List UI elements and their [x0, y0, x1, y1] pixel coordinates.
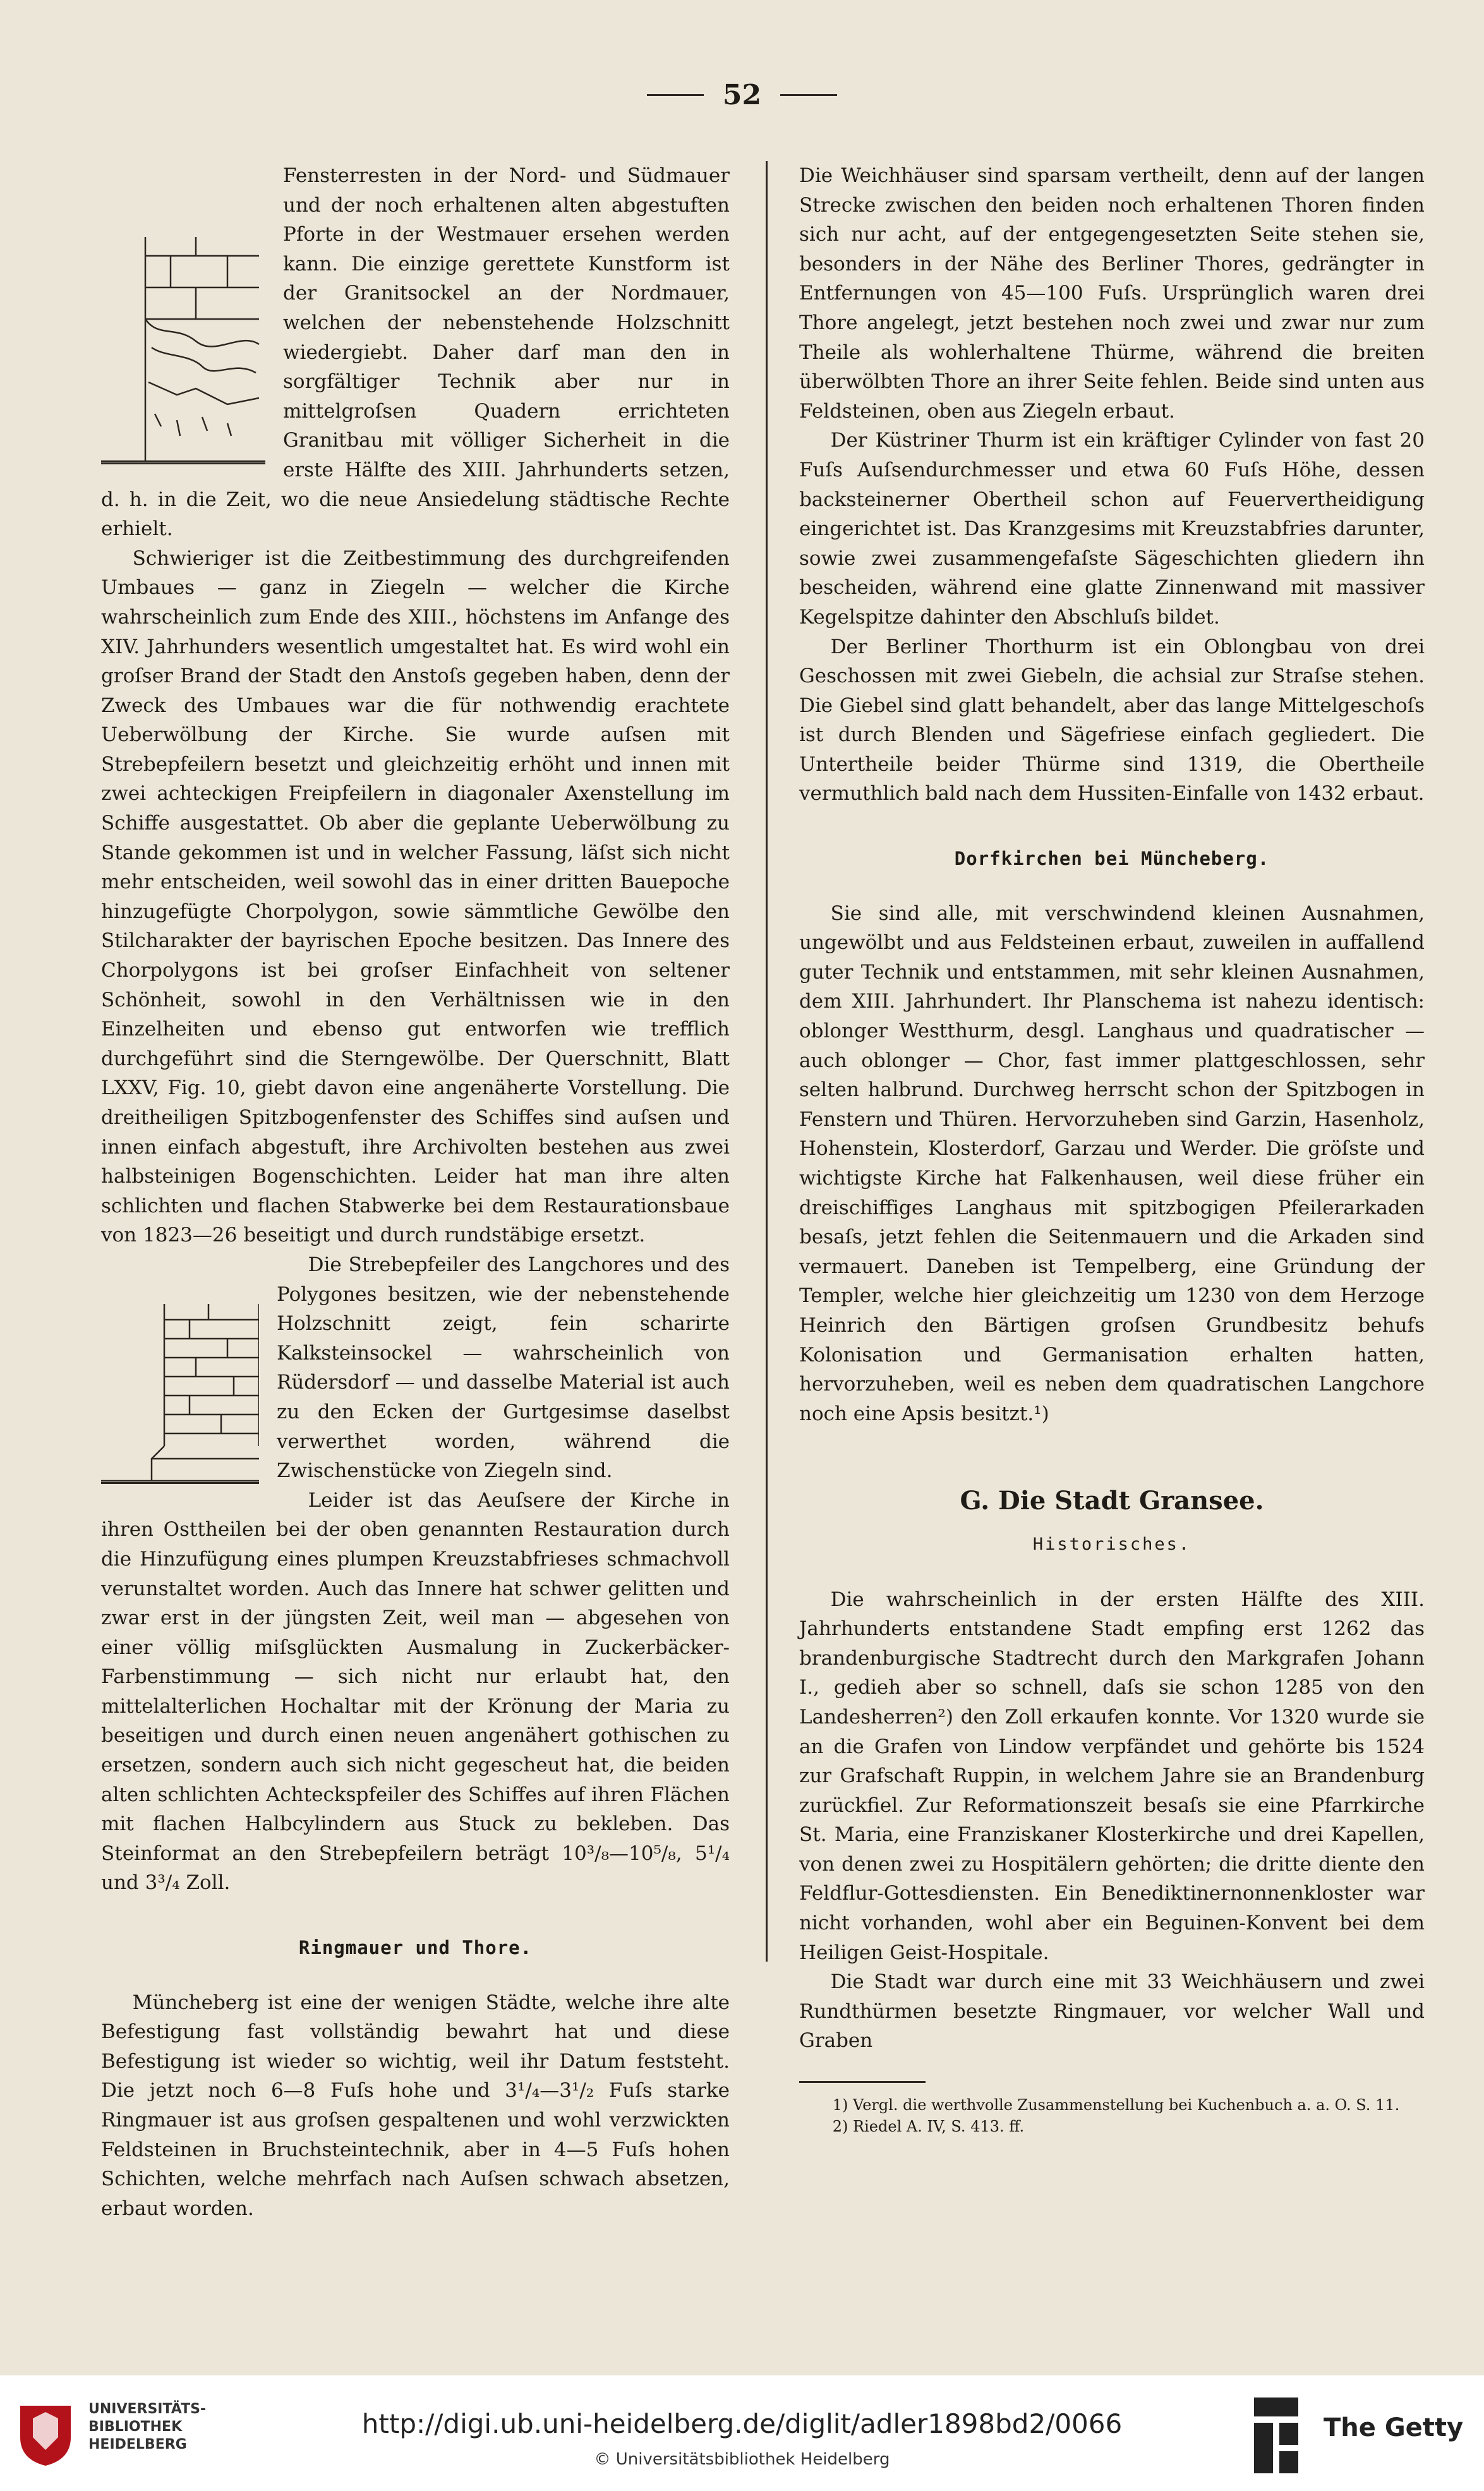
section-title: G. Die Stadt Gransee. — [960, 1486, 1264, 1516]
section-subtitle: Historisches. — [1032, 1534, 1191, 1554]
paragraph: Die wahrscheinlich in der ersten Hälfte des XIII. Jahrhunderts entstandene Stadt empfing erst 1262 das brandenburgische Stadtrecht durch den Markgrafen Johann I., gedieh aber so schnell, daſs sie schon 1285 von den Landesherren²) den Zoll erkaufen konnte. Vor 1320 wurde sie an die Grafen von Lindow verpfändet und gehörte bis 1524 zur Grafschaft Ruppin, in welchem Jahre sie an Brandenburg zurückfiel. Zur Reformationszeit besaſs sie eine Pfarrkirche St. Maria, eine Franziskaner Klosterkirche und drei Kapellen, von denen zwei zu Hospitälern gehörten; die dritte diente den Feldflur-Gottesdiensten. Ein Benediktinernonnenkloster war nicht vorhanden, wohl aber ein Beguinen-Konvent bei dem Heiligen Geist-Hospitale. — [799, 1588, 1425, 1964]
paragraph: Die Strebepfeiler des Langchores und des Polygones besitzen, wie der nebenstehende Holzschnitt zeigt, fein scharirte Kalksteinsockel — wahrscheinlich von Rüdersdorf — und dasselbe Material ist auch zu den Ecken der Gurtgesimse daselbst verwerthet worden, während die Zwischenstücke von Ziegeln sind. — [277, 1253, 730, 1483]
column-divider — [766, 161, 768, 1962]
right-column — [799, 161, 1425, 2137]
paragraph: Die Stadt war durch eine mit 33 Weichhäusern und zwei Rundthürmen besetzte Ringmauer, vor welcher Wall und Graben — [799, 1970, 1425, 2053]
paragraph: Schwieriger ist die Zeitbestimmung des durchgreifenden Umbaues — ganz in Ziegeln — welcher die Kirche wahrscheinlich zum Ende des XIII., höchstens im Anfange des XIV. Jahrhunders wesentlich umgestaltet hat. Es wird wohl ein groſser Brand der Stadt den Anstoſs gegeben haben, denn der Zweck des Umbaues war die für nothwendig erachtete Ueberwölbung der Kirche. Sie wurde auſsen mit Strebepfeilern besetzt und gleichzeitig erhöht und innen mit zwei achteckigen Freipfeilern in diagonaler Axenstellung im Schiffe ausgestattet. Ob aber die geplante Ueberwölbung zu Stande gekommen ist und in welcher Fassung, läſst sich nicht mehr entscheiden, weil sowohl das in einer dritten Bauepoche hinzugefügte Chorpolygon, sowie sämmtliche Gewölbe den Stilcharakter der bayrischen Epoche besitzen. Das Innere des Chorpolygons ist bei groſser Einfachheit von seltener Schönheit, sowohl in den Verhältnissen wie in den Einzelheiten und ebenso gut entworfen wie trefflich durchgeführt sind die Sterngewölbe. Der Querschnitt, Blatt LXXV, Fig. 10, giebt davon eine angenäherte Vorstellung. Die dreitheiligen Spitzbogenfenster des Schiffes sind auſsen und innen einfach abgestuft, ihre Archivolten bestehen aus zwei halbsteinigen Bogenschichten. Leider hat man ihre alten schlichten und flachen Stabwerke bei dem Restaurationsbaue von 1823—26 beseitigt und durch rundstäbige ersetzt. — [101, 546, 730, 1247]
paragraph: Fensterresten in der Nord- und Südmauer und der noch erhaltenen alten abgestuften Pforte in der Westmauer ersehen werden kann. Die einzige gerettete Kunstform ist der Granitsockel an der Nordmauer, welchen der nebenstehende Holzschnitt wiedergiebt. Daher darf man den in sorgfältiger Technik aber nur in mittelgroſsen Quadern errichteten Granitbau mit völliger Sicherheit in die erste Hälfte des XIII. Jahrhunderts setzen, d. h. in die Zeit, wo die neue Ansiedelung städtische Rechte erhielt. — [101, 164, 730, 541]
getty-label: The Getty — [1324, 2413, 1464, 2442]
footnote: 2) Riedel A. IV, S. 413. ff. — [832, 2118, 1025, 2136]
paragraph: Der Berliner Thorthurm ist ein Oblongbau von drei Geschossen mit zwei Giebeln, die achsial zur Straſse stehen. Die Giebel sind glatt behandelt, aber das lange Mittelgeschoſs ist durch Blenden und Sägefriese einfach gegliedert. Die Untertheile beider Thürme sind 1319, die Obertheile vermuthlich bald nach dem Hussiten-Einfalle von 1432 erbaut. — [799, 635, 1425, 805]
paragraph: Der Küstriner Thurm ist ein kräftiger Cylinder von fast 20 Fuſs Auſsendurchmesser und etwa 60 Fuſs Höhe, dessen backsteinerner Obertheil schon auf Feuervertheidigung eingerichtet ist. Das Kranzgesims mit Kreuzstabfries darunter, sowie zwei zusammengefaſste Sägeschichten gliedern ihn bescheiden, während eine glatte Zinnenwand mit massiver Kegelspitze dahinter den Abschluſs bildet. — [799, 429, 1425, 629]
footnote-rule — [799, 2081, 926, 2083]
getty-logo-icon — [1251, 2394, 1301, 2476]
page-number: 52 — [722, 79, 762, 111]
permalink[interactable]: http://digi.ub.uni-heidelberg.de/diglit/adler1898bd2/0066 — [361, 2408, 1123, 2439]
subheading-dorfkirchen: Dorfkirchen bei Müncheberg. — [954, 848, 1270, 870]
paragraph: Sie sind alle, mit verschwindend kleinen Ausnahmen, ungewölbt und aus Feldsteinen erbaut, zuweilen in auffallend guter Technik und entstammen, mit sehr kleinen Ausnahmen, dem XIII. Jahrhundert. Ihr Planschema ist nahezu identisch: oblonger Westthurm, desgl. Langhaus und quadratischer — auch oblonger — Chor, fast immer plattgeschlossen, sehr selten halbrund. Durchweg herrscht schon der Spitzbogen in Fenstern und Thüren. Hervorzuheben sind Garzin, Hasenholz, Hohenstein, Klosterdorf, Garzau und Werder. Die gröſste und wichtigste Kirche hat Falkenhausen, weil diese früher ein dreischiffiges Langhaus mit spitzbogigen Pfeilerarkaden besaſs, jetzt fehlen die Seitenmauern und die Arkaden sind vermauert. Daneben ist Tempelberg, eine Gründung der Templer, welche hier gleichzeitig um 1230 von dem Herzoge Heinrich den Bärtigen groſsen Grundbesitz behufs Kolonisation und Germanisation erhalten hatten, hervorzuheben, weil es neben dem quadratischen Langchore noch eine Apsis besitzt.¹) — [799, 902, 1425, 1425]
library-name: UNIVERSITÄTS- BIBLIOTHEK HEIDELBERG — [88, 2401, 207, 2452]
viewer-footer — [0, 2375, 1484, 2491]
page-header — [0, 79, 1484, 111]
left-column — [101, 161, 730, 2223]
paragraph: Die Weichhäuser sind sparsam vertheilt, denn auf der langen Strecke zwischen den beiden noch erhaltenen Thoren finden sich nur acht, auf der entgegengesetzten Seite stehen sie, besonders in der Nähe des Berliner Thores, gedrängter in Entfernungen von 45—100 Fuſs. Ursprünglich waren drei Thore angelegt, jetzt bestehen noch zwei und zwar nur zum Theile als wohlerhaltene Thürme, während die breiten überwölbten Thore an ihrer Seite fehlen. Beide sind unten aus Feldsteinen, oben aus Ziegeln erbaut. — [799, 164, 1425, 423]
buttress-plinth-woodcut — [101, 1301, 259, 1484]
paragraph: Müncheberg ist eine der wenigen Städte, welche ihre alte Befestigung fast vollständig bewahrt hat und diese Befestigung ist wieder so wichtig, weil ihr Datum feststeht. Die jetzt noch 6—8 Fuſs hohe und 3¹/₄—3¹/₂ Fuſs starke Ringmauer ist aus groſsen gespaltenen und wohl verzwickten Feldsteinen in Bruchsteintechnik, aber in 4—5 Fuſs hohen Schichten, welche mehrfach nach Auſsen schwach absetzen, erbaut worden. — [101, 1991, 730, 2220]
paragraph: Leider ist das Aeuſsere der Kirche in ihren Osttheilen bei der oben genannten Restauration durch die Hinzufügung eines plumpen Kreuzstabfrieses schmachvoll verunstaltet worden. Auch das Innere hat schwer gelitten und zwar erst in der jüngsten Zeit, weil man — abgesehen von einer völlig miſsglückten Ausmalung in Zuckerbäcker-Farbenstimmung — sich nicht nur erlaubt hat, den mittelalterlichen Hochaltar mit der Krönung der Maria zu beseitigen und durch einen neuen angenähert gothischen zu ersetzen, sondern auch sich nicht gegescheut hat, die beiden alten schlichten Achteckspfeiler des Schiffes auf ihren Flächen mit flachen Halbcylindern aus Stuck zu bekleben. Das Steinformat an den Strebepfeilern beträgt 10³/₈—10⁵/₈, 5¹/₄ und 3³/₄ Zoll. — [101, 1488, 730, 1895]
granite-plinth-woodcut — [101, 231, 265, 464]
subheading-ringmauer: Ringmauer und Thore. — [298, 1937, 533, 1959]
copyright-notice: © Universitätsbibliothek Heidelberg — [594, 2450, 890, 2469]
footnote: 1) Vergl. die werthvolle Zusammenstellung bei Kuchenbuch a. a. O. S. 11. — [832, 2096, 1400, 2114]
